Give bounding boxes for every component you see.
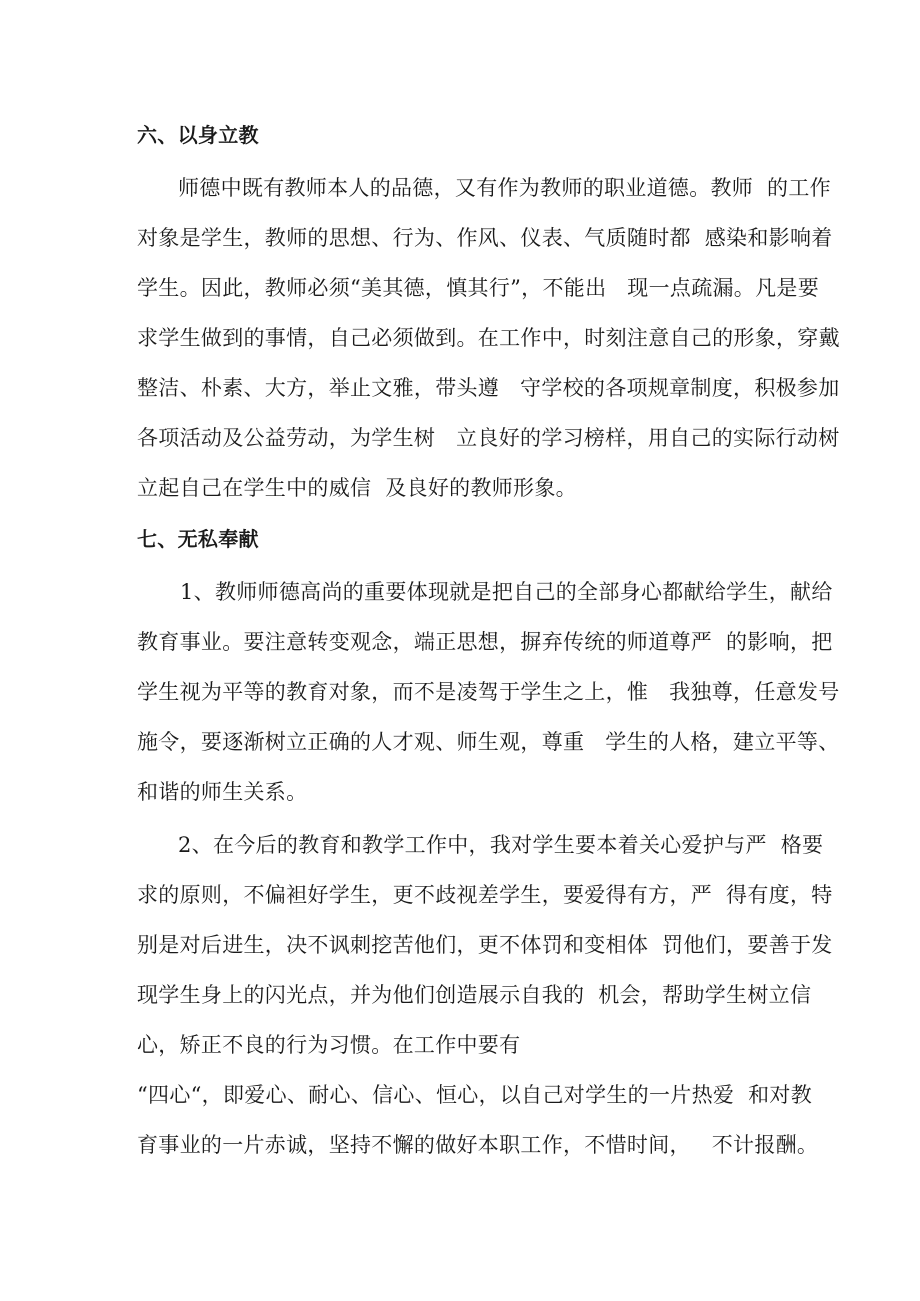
paragraph-line: “四心“，即爱心、耐心、信心、恒心，以自己对学生的一片热爱 和对教 (137, 1083, 813, 1107)
paragraph-line: 心，矫正不良的行为习惯。在工作中要有 (137, 1033, 521, 1057)
paragraph-line: 2、在今后的教育和教学工作中，我对学生要本着关心爱护与严 格要 (178, 833, 824, 857)
paragraph-line: 整洁、朴素、大方，举止文雅，带头遵 守学校的各项规章制度，积极参加 (137, 376, 840, 400)
paragraph-line: 立起自己在学生中的威信 及良好的教师形象。 (137, 476, 577, 500)
paragraph-line: 师德中既有教师本人的品德，又有作为教师的职业道德。教师 的工作 (178, 176, 831, 200)
section-heading-six: 六、以身立教 (137, 123, 259, 147)
paragraph-line: 学生。因此，教师必须“美其德，慎其行”，不能出 现一点疏漏。凡是要 (137, 276, 819, 300)
paragraph-line: 育事业的一片赤诚，坚持不懈的做好本职工作，不惜时间， 不计报酬。 (137, 1133, 819, 1157)
section-heading-seven: 七、无私奉献 (137, 527, 259, 551)
paragraph-line: 求学生做到的事情，自己必须做到。在工作中，时刻注意自己的形象，穿戴 (137, 326, 840, 350)
paragraph-line: 别是对后进生，决不讽刺挖苦他们，更不体罚和变相体 罚他们，要善于发 (137, 933, 833, 957)
paragraph-line: 求的原则，不偏袒好学生，更不歧视差学生，要爱得有方，严 得有度，特 (137, 883, 833, 907)
paragraph-line: 和谐的师生关系。 (137, 780, 308, 804)
paragraph-line: 各项活动及公益劳动，为学生树 立良好的学习榜样，用自己的实际行动树 (137, 426, 840, 450)
paragraph-line: 学生视为平等的教育对象，而不是凌驾于学生之上，惟 我独尊，任意发号 (137, 680, 840, 704)
paragraph-line: 对象是学生，教师的思想、行为、作风、仪表、气质随时都 感染和影响着 (137, 226, 833, 250)
paragraph-line: 1、教师师德高尚的重要体现就是把自己的全部身心都献给学生，献给 (180, 580, 833, 604)
paragraph-line: 施令，要逐渐树立正确的人才观、师生观，尊重 学生的人格，建立平等、 (137, 730, 840, 754)
paragraph-line: 现学生身上的闪光点，并为他们创造展示自我的 机会，帮助学生树立信 (137, 983, 812, 1007)
paragraph-line: 教育事业。要注意转变观念，端正思想，摒弃传统的师道尊严 的影响，把 (137, 630, 833, 654)
